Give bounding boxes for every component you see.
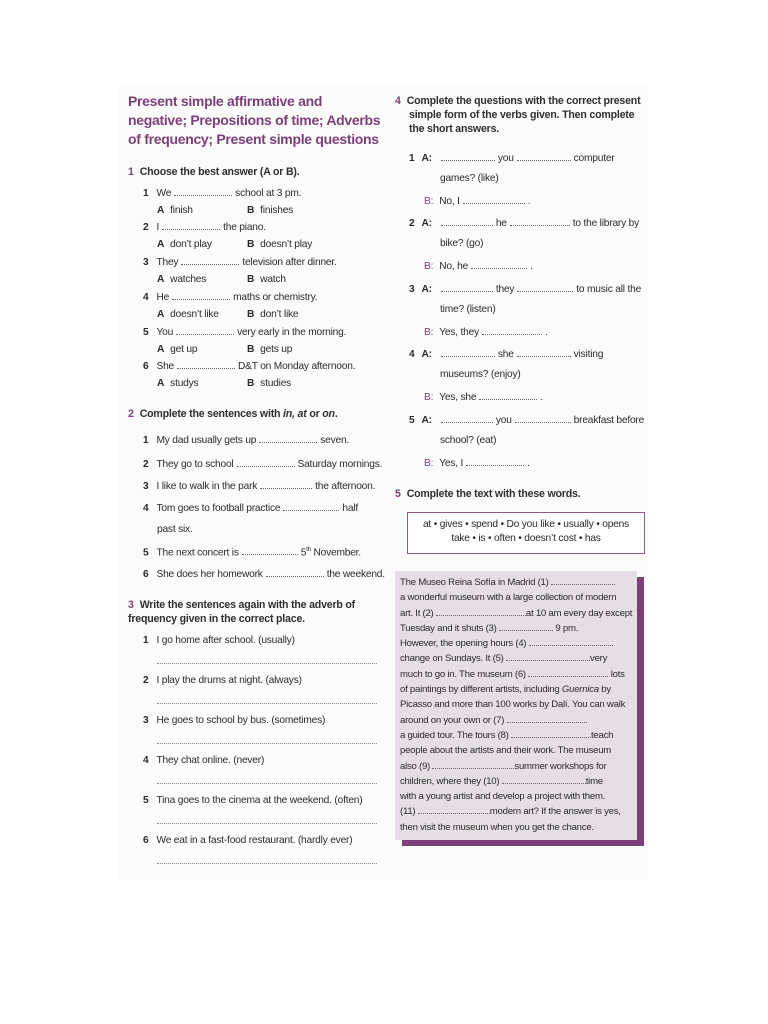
speaker-b-label: B:	[424, 261, 434, 272]
option-letter: B	[247, 378, 255, 389]
item-text: I	[156, 222, 160, 233]
item-number: 1	[143, 435, 149, 446]
text-line	[400, 804, 633, 819]
option-b[interactable]	[247, 274, 286, 285]
answer-line[interactable]	[157, 822, 377, 824]
answer-period: .	[540, 392, 543, 403]
item-text: the piano.	[223, 222, 266, 233]
answer-period: .	[527, 458, 530, 469]
item-text: very early in the morning.	[237, 327, 347, 338]
item-text: You	[156, 327, 174, 338]
text-segment: a guided tour. The tours (8)	[400, 729, 509, 741]
item-text: television after dinner.	[242, 257, 337, 268]
instruction-line-3: the short answers.	[409, 123, 500, 135]
item-text: maths or chemistry.	[233, 292, 318, 303]
title-line-1: Present simple affirmative and	[128, 93, 323, 109]
instruction-line-2: frequency given in the correct place.	[128, 613, 305, 625]
section-number: 2	[128, 408, 134, 420]
item-text: She	[156, 361, 174, 372]
text-line: Picasso and more than 100 works by Dalí. You can walk	[400, 699, 626, 711]
item-text: Tom goes to football practice	[156, 503, 281, 514]
text-segment: very	[590, 653, 608, 665]
question-continuation: school? (eat)	[440, 435, 497, 446]
text-segment: modern art? If the answer is yes,	[489, 806, 621, 818]
option-letter: A	[157, 309, 165, 320]
gap-line[interactable]	[528, 667, 608, 677]
answer-options	[157, 308, 298, 321]
item-text: school at 3 pm.	[235, 188, 302, 199]
question-continuation: time? (listen)	[440, 304, 496, 315]
text-segment: time	[585, 775, 603, 787]
option-letter: B	[247, 344, 255, 355]
section-2-heading	[128, 407, 338, 421]
answer-line[interactable]	[157, 702, 377, 704]
option-a[interactable]	[157, 343, 247, 356]
option-a[interactable]	[157, 377, 247, 390]
item-number: 2	[143, 675, 149, 686]
word-list-line-2: take • is • often • doesn’t cost • has	[451, 533, 601, 544]
text-segment: 9 pm.	[555, 622, 579, 634]
item-number: 3	[409, 284, 415, 295]
gap-line[interactable]	[266, 567, 324, 577]
option-text: doesn’t like	[170, 309, 219, 320]
item-text: computer	[573, 153, 615, 164]
gap-line[interactable]	[181, 255, 239, 265]
section-number: 3	[128, 599, 134, 611]
gap-line[interactable]	[529, 636, 613, 646]
speaker-b-label: B:	[424, 458, 434, 469]
text-line: with a young artist and develop a project with them.	[400, 791, 606, 803]
item-number: 3	[143, 715, 149, 726]
item-text: The next concert is	[156, 547, 239, 559]
text-line	[400, 651, 633, 666]
title-line-2: negative; Prepositions of time; Adverbs	[128, 112, 381, 128]
item-text: you	[495, 415, 512, 426]
gap-line[interactable]	[479, 390, 537, 400]
option-text: doesn’t play	[260, 239, 313, 250]
item-text: I play the drums at night. (always)	[156, 675, 302, 686]
item-text: they	[495, 284, 515, 295]
gap-line[interactable]	[418, 804, 490, 814]
word-box	[407, 512, 645, 554]
option-letter: A	[157, 239, 165, 250]
exercise-item	[143, 186, 301, 200]
text-segment: art. It (2)	[400, 607, 434, 619]
option-text: watches	[170, 274, 207, 285]
item-number: 5	[143, 795, 149, 806]
speaker-a-label: A:	[421, 218, 432, 229]
text-line	[400, 621, 633, 636]
gap-line[interactable]	[441, 151, 495, 161]
option-text: get up	[170, 344, 198, 355]
text-segment: (11)	[400, 806, 416, 818]
item-text: My dad usually gets up	[156, 435, 257, 446]
item-text: Yes, she	[439, 392, 477, 403]
option-b[interactable]	[247, 309, 298, 320]
gap-line[interactable]	[177, 359, 235, 369]
text-segment: much to go in. The museum (6)	[400, 668, 526, 680]
dialogue-question	[409, 347, 603, 361]
exercise-item	[143, 220, 266, 234]
exercise-item	[143, 501, 358, 515]
item-text: He	[156, 292, 170, 303]
answer-period: .	[544, 327, 548, 338]
dialogue-question	[409, 216, 639, 230]
item-text: He goes to school by bus. (sometimes)	[156, 715, 326, 726]
gap-line[interactable]	[511, 728, 591, 738]
gap-line[interactable]	[515, 413, 571, 423]
item-text: D&T on Monday afternoon.	[238, 361, 356, 372]
item-text: to the library by	[572, 218, 640, 229]
answer-line[interactable]	[157, 742, 377, 744]
gap-line[interactable]	[176, 325, 234, 335]
section-number: 1	[128, 166, 134, 178]
option-text: don’t like	[260, 309, 299, 320]
item-text: she	[497, 349, 514, 360]
item-text: seven.	[320, 435, 350, 446]
gap-line[interactable]	[174, 186, 232, 196]
option-letter: B	[247, 205, 255, 216]
instruction-text: or	[306, 408, 323, 420]
speaker-a-label: A:	[421, 415, 432, 426]
dialogue-answer	[424, 325, 548, 339]
instruction-period: .	[334, 408, 338, 420]
item-text: November.	[313, 547, 361, 559]
instruction-line-1: Complete the questions with the correct present	[406, 95, 641, 107]
option-a[interactable]	[157, 273, 247, 286]
speaker-a-label: A:	[421, 349, 432, 360]
text-segment: around on your own or (7)	[400, 714, 505, 726]
dialogue-answer	[424, 390, 543, 404]
option-letter: A	[157, 274, 165, 285]
item-number: 3	[143, 481, 149, 492]
option-text: studys	[170, 378, 199, 389]
speaker-b-label: B:	[424, 196, 434, 207]
item-number: 3	[143, 257, 149, 268]
gap-line[interactable]	[283, 501, 339, 511]
item-number: 2	[143, 459, 149, 470]
item-text: They go to school	[156, 459, 234, 470]
item-text: breakfast before	[573, 415, 645, 426]
item-text: the afternoon.	[315, 481, 376, 492]
text-segment: change on Sundays. It (5)	[400, 653, 504, 665]
answer-options	[157, 377, 291, 390]
gap-line[interactable]	[506, 651, 590, 661]
option-a[interactable]	[157, 238, 247, 251]
option-a[interactable]	[157, 308, 247, 321]
word-list-line-1: at • gives • spend • Do you like • usually • opens	[422, 519, 630, 530]
answer-line[interactable]	[157, 662, 377, 664]
item-text: Tina goes to the cinema at the weekend. (often)	[156, 795, 363, 806]
item-number: 6	[143, 569, 149, 580]
item-number: 1	[143, 188, 149, 199]
item-text: She does her homework	[156, 569, 263, 580]
text-segment: lots	[610, 668, 625, 680]
item-text: We	[156, 188, 172, 199]
answer-line[interactable]	[157, 782, 377, 784]
item-number: 2	[143, 222, 149, 233]
text-segment: by	[598, 684, 611, 696]
item-text: visiting	[573, 349, 604, 360]
gap-line[interactable]	[432, 759, 514, 769]
text-line	[400, 606, 633, 621]
text-segment: of paintings by different artists, including	[400, 684, 562, 696]
item-text: 5	[300, 547, 307, 559]
instruction-text: Complete the sentences with	[139, 408, 284, 420]
item-text: to music all the	[576, 284, 642, 295]
exercise-item	[143, 433, 349, 447]
text-line	[400, 575, 633, 590]
exercise-item	[143, 359, 355, 373]
text-line: people about the artists and their work. The museum	[400, 745, 612, 757]
speaker-b-label: B:	[424, 327, 434, 338]
gap-line[interactable]	[441, 347, 495, 357]
item-text: Saturday mornings.	[297, 459, 383, 470]
dialogue-question	[409, 151, 615, 165]
exercise-item	[143, 457, 382, 471]
gap-line[interactable]	[517, 347, 571, 357]
answer-options	[157, 204, 293, 217]
instruction-italic: in, at	[283, 408, 307, 420]
option-text: finishes	[260, 205, 294, 216]
text-line: a wonderful museum with a large collection of modern	[400, 592, 617, 604]
item-text: Yes, I	[439, 458, 464, 469]
gap-line[interactable]	[510, 216, 570, 226]
gap-line[interactable]	[436, 606, 526, 616]
dialogue-answer	[424, 194, 530, 208]
option-letter: A	[157, 378, 165, 389]
section-4-heading	[395, 94, 640, 136]
text-segment: at 10 am every day except	[525, 607, 633, 619]
item-text: Yes, they	[439, 327, 479, 338]
option-b[interactable]	[247, 378, 291, 389]
text-segment: summer workshops for	[514, 760, 607, 772]
section-number: 4	[395, 95, 401, 107]
gap-line[interactable]	[482, 325, 542, 335]
section-instruction: Complete the text with these words.	[406, 488, 581, 500]
question-continuation: games? (like)	[440, 173, 499, 184]
section-1-heading	[128, 165, 300, 179]
option-text: finish	[170, 205, 193, 216]
dialogue-question	[409, 413, 644, 427]
question-continuation: bike? (go)	[440, 238, 484, 249]
gap-line[interactable]	[162, 220, 220, 230]
option-text: don’t play	[170, 239, 212, 250]
option-b[interactable]	[247, 239, 312, 250]
text-line	[400, 728, 633, 743]
text-line	[400, 682, 633, 697]
answer-period: .	[530, 261, 533, 272]
option-b[interactable]	[247, 344, 292, 355]
gap-line[interactable]	[463, 194, 525, 204]
option-text: studies	[260, 378, 292, 389]
exercise-item	[143, 290, 317, 304]
item-number: 4	[143, 292, 149, 303]
gap-line[interactable]	[517, 151, 571, 161]
exercise-item	[143, 544, 361, 559]
text-line	[400, 759, 633, 774]
speaker-b-label: B:	[424, 392, 434, 403]
instruction-italic: on	[322, 408, 335, 420]
text-line	[400, 636, 633, 651]
item-continuation: past six.	[157, 524, 193, 535]
answer-line[interactable]	[157, 862, 377, 864]
instruction-line-2: simple form of the verbs given. Then complete	[409, 109, 635, 121]
section-3-heading	[128, 598, 355, 626]
gap-line[interactable]	[551, 575, 615, 585]
gap-line[interactable]	[237, 457, 295, 467]
item-number: 5	[409, 415, 415, 426]
section-number: 5	[395, 488, 401, 500]
item-text: They	[156, 257, 179, 268]
exercise-item	[143, 325, 346, 339]
item-text: you	[497, 153, 514, 164]
gap-line[interactable]	[441, 216, 493, 226]
dialogue-answer	[424, 456, 530, 470]
item-text: half	[342, 503, 358, 514]
text-segment: also (9)	[400, 760, 430, 772]
text-segment: children, where they (10)	[400, 775, 500, 787]
item-number: 4	[143, 755, 149, 766]
text-segment: However, the opening hours (4)	[400, 638, 527, 650]
item-text: They chat online. (never)	[156, 755, 265, 766]
title-line-3: of frequency; Present simple questions	[128, 131, 379, 147]
answer-options	[157, 343, 292, 356]
item-number: 6	[143, 835, 149, 846]
item-number: 4	[409, 349, 415, 360]
gap-line[interactable]	[507, 713, 587, 723]
text-segment: Tuesday and it shuts (3)	[400, 622, 497, 634]
text-segment: The Museo Reina Sofía in Madrid (1)	[400, 577, 549, 588]
option-letter: B	[247, 309, 255, 320]
item-text: the weekend.	[326, 569, 385, 580]
item-number: 1	[409, 153, 415, 164]
dialogue-answer	[424, 259, 533, 273]
section-instruction: Choose the best answer (A or B).	[139, 166, 300, 178]
gap-line[interactable]	[471, 259, 527, 269]
speaker-a-label: A:	[421, 153, 432, 164]
worksheet-title	[128, 92, 380, 149]
exercise-item	[143, 754, 264, 767]
museum-text-box	[395, 571, 637, 840]
item-text: No, he	[439, 261, 469, 272]
option-letter: A	[157, 205, 165, 216]
gap-line[interactable]	[259, 433, 317, 443]
text-segment: teach	[590, 729, 614, 741]
item-text: I like to walk in the park	[156, 481, 258, 492]
exercise-item	[143, 634, 295, 647]
exercise-item	[143, 479, 375, 493]
gap-line[interactable]	[441, 282, 493, 292]
ordinal-suffix: th	[306, 547, 311, 553]
item-text: No, I	[439, 196, 460, 207]
exercise-item	[143, 834, 352, 847]
instruction-line-1: Write the sentences again with the adverb of	[139, 599, 355, 611]
option-letter: A	[157, 344, 165, 355]
item-number: 5	[143, 547, 149, 559]
exercise-item	[143, 567, 385, 581]
dialogue-question	[409, 282, 641, 296]
gap-line[interactable]	[466, 456, 524, 466]
gap-line[interactable]	[441, 413, 493, 423]
item-number: 5	[143, 327, 149, 338]
exercise-item	[143, 255, 337, 269]
gap-line[interactable]	[499, 621, 553, 631]
section-5-heading	[395, 487, 580, 501]
option-a[interactable]	[157, 204, 247, 217]
item-number: 2	[409, 218, 415, 229]
option-b[interactable]	[247, 205, 293, 216]
text-line	[400, 774, 633, 789]
speaker-a-label: A:	[421, 284, 432, 295]
answer-options	[157, 273, 286, 286]
gap-line[interactable]	[242, 545, 298, 555]
option-letter: B	[247, 239, 255, 250]
option-letter: B	[247, 274, 255, 285]
text-italic: Guernica	[561, 684, 599, 696]
gap-line[interactable]	[502, 774, 586, 784]
text-line	[400, 667, 633, 682]
answer-period: .	[527, 196, 531, 207]
exercise-item	[143, 674, 302, 687]
gap-line[interactable]	[260, 479, 312, 489]
option-text: watch	[260, 274, 286, 285]
item-text: I go home after school. (usually)	[156, 635, 295, 646]
gap-line[interactable]	[517, 282, 573, 292]
item-number: 6	[143, 361, 149, 372]
option-text: gets up	[260, 344, 293, 355]
question-continuation: museums? (enjoy)	[440, 369, 521, 380]
exercise-item	[143, 714, 325, 727]
item-number: 4	[143, 503, 149, 514]
answer-options	[157, 238, 312, 251]
item-text: he	[495, 218, 507, 229]
text-line: then visit the museum when you get the chance.	[400, 821, 594, 833]
gap-line[interactable]	[172, 290, 230, 300]
exercise-item	[143, 794, 362, 807]
item-text: We eat in a fast-food restaurant. (hardly ever)	[156, 835, 353, 846]
text-line	[400, 713, 633, 728]
item-number: 1	[143, 635, 149, 646]
